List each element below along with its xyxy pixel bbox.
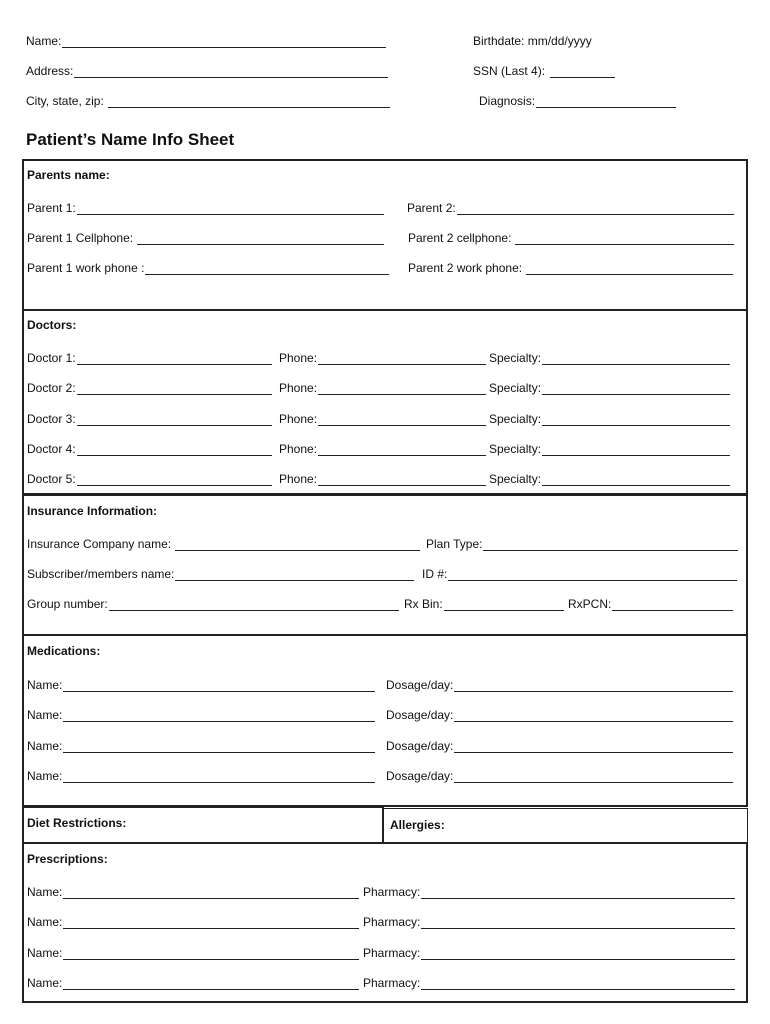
birthdate-label: Birthdate: mm/dd/yyyy (473, 34, 592, 48)
medication-2-name-line[interactable] (63, 709, 375, 722)
medication-4-name-field[interactable] (27, 767, 375, 783)
parent1-work-field[interactable] (27, 259, 389, 275)
parent2-work-field[interactable] (408, 259, 733, 275)
rx-pcn-line[interactable] (612, 598, 733, 611)
prescription-1-pharmacy-line[interactable] (421, 886, 735, 899)
doctor-2-specialty-line[interactable] (542, 382, 730, 395)
plan-type-label: Plan Type: (426, 537, 483, 551)
group-number-label: Group number: (27, 597, 108, 611)
prescription-2-pharmacy-field[interactable] (363, 913, 735, 929)
rx-bin-line[interactable] (444, 598, 564, 611)
doctor-4-phone-label: Phone: (279, 441, 318, 456)
medication-3-name-line[interactable] (63, 740, 375, 753)
prescription-1-name-line[interactable] (63, 886, 359, 899)
doctor-2-name-field[interactable] (27, 379, 272, 395)
member-id-label: ID #: (422, 567, 448, 581)
parent1-work-label: Parent 1 work phone : (27, 261, 145, 275)
parent2-work-line[interactable] (526, 262, 733, 275)
prescription-3-name-line[interactable] (63, 947, 359, 960)
medication-3-dosage-field[interactable] (386, 737, 733, 753)
medication-3-name-label: Name: (27, 738, 63, 753)
doctor-4-name-line[interactable] (77, 443, 272, 456)
group-number-line[interactable] (109, 598, 399, 611)
member-id-field[interactable] (422, 565, 737, 581)
doctor-4-phone-field[interactable] (279, 440, 486, 456)
medication-2-dosage-field[interactable] (386, 706, 733, 722)
doctor-3-specialty-field[interactable] (489, 410, 730, 426)
doctor-1-name-label: Doctor 1: (27, 351, 76, 365)
doctor-1-specialty-field[interactable] (489, 349, 730, 365)
prescription-1-name-field[interactable] (27, 883, 359, 899)
medication-3-dosage-line[interactable] (454, 740, 733, 753)
doctor-5-name-label: Doctor 5: (27, 472, 76, 487)
doctor-5-specialty-field[interactable] (489, 470, 730, 486)
prescription-2-name-field[interactable] (27, 913, 359, 929)
prescription-4-name-label: Name: (27, 975, 63, 990)
medication-3-name-field[interactable] (27, 737, 375, 753)
doctor-1-phone-line[interactable] (318, 352, 486, 365)
prescription-3-name-field[interactable] (27, 944, 359, 960)
parent2-work-label: Parent 2 work phone: (408, 261, 523, 275)
parent1-label: Parent 1: (27, 201, 76, 215)
prescription-4-name-field[interactable] (27, 974, 359, 990)
parent1-cell-line[interactable] (137, 232, 384, 245)
doctor-2-phone-field[interactable] (279, 379, 486, 395)
medication-4-dosage-line[interactable] (454, 770, 733, 783)
diagnosis-line[interactable] (536, 95, 676, 108)
prescription-1-pharmacy-label: Pharmacy: (363, 885, 421, 899)
medication-1-dosage-field[interactable] (386, 676, 733, 692)
prescription-2-name-line[interactable] (63, 916, 359, 929)
parent2-line[interactable] (457, 202, 734, 215)
diet-heading[interactable]: Diet Restrictions: (27, 816, 127, 830)
page-title: Patient’s Name Info Sheet (26, 130, 235, 149)
allergies-heading[interactable]: Allergies: (390, 818, 445, 832)
address-field[interactable] (26, 62, 388, 78)
city-line[interactable] (108, 95, 390, 108)
prescription-2-name-label: Name: (27, 915, 63, 930)
parent2-cell-line[interactable] (515, 232, 734, 245)
city-field[interactable] (26, 92, 390, 108)
doctor-5-phone-field[interactable] (279, 470, 486, 486)
doctor-3-phone-line[interactable] (318, 413, 486, 426)
prescription-4-pharmacy-field[interactable] (363, 974, 735, 990)
medication-2-name-label: Name: (27, 708, 63, 723)
doctor-3-name-field[interactable] (27, 410, 272, 426)
doctor-1-phone-label: Phone: (279, 351, 318, 365)
prescription-3-pharmacy-label: Pharmacy: (363, 945, 421, 960)
parent1-cell-field[interactable] (27, 229, 384, 245)
prescriptions-heading: Prescriptions: (27, 852, 108, 866)
medication-1-dosage-label: Dosage/day: (386, 678, 454, 692)
prescription-4-pharmacy-line[interactable] (421, 977, 735, 990)
insurance-company-line[interactable] (175, 538, 420, 551)
parent1-cell-label: Parent 1 Cellphone: (27, 231, 134, 245)
medication-4-name-label: Name: (27, 768, 63, 783)
doctor-1-specialty-label: Specialty: (489, 351, 542, 365)
medication-2-dosage-line[interactable] (454, 709, 733, 722)
prescription-1-pharmacy-field[interactable] (363, 883, 735, 899)
insurance-heading: Insurance Information: (27, 504, 158, 518)
doctor-1-name-line[interactable] (77, 352, 272, 365)
doctor-1-name-field[interactable] (27, 349, 272, 365)
address-label: Address: (26, 64, 74, 78)
doctor-3-specialty-label: Specialty: (489, 411, 542, 426)
rx-bin-field[interactable] (404, 595, 564, 611)
doctor-5-name-line[interactable] (77, 473, 272, 486)
city-label: City, state, zip: (26, 94, 104, 108)
medication-1-name-label: Name: (27, 678, 63, 692)
subscriber-line[interactable] (175, 568, 414, 581)
medication-3-dosage-label: Dosage/day: (386, 738, 454, 753)
medication-4-dosage-label: Dosage/day: (386, 768, 454, 783)
medication-2-dosage-label: Dosage/day: (386, 708, 454, 723)
rx-bin-label: Rx Bin: (404, 597, 443, 611)
subscriber-field[interactable] (27, 565, 414, 581)
prescription-3-pharmacy-line[interactable] (421, 947, 735, 960)
ssn-field[interactable] (473, 62, 615, 78)
rx-pcn-field[interactable] (568, 595, 733, 611)
prescription-4-name-line[interactable] (63, 977, 359, 990)
doctor-5-phone-label: Phone: (279, 472, 318, 487)
medication-1-dosage-line[interactable] (454, 679, 733, 692)
doctor-3-specialty-line[interactable] (542, 413, 730, 426)
doctor-3-phone-field[interactable] (279, 410, 486, 426)
insurance-company-field[interactable] (27, 535, 420, 551)
medication-1-name-line[interactable] (63, 679, 375, 692)
doctor-5-phone-line[interactable] (318, 473, 486, 486)
doctor-3-phone-label: Phone: (279, 411, 318, 426)
medication-4-dosage-field[interactable] (386, 767, 733, 783)
doctors-section (22, 309, 748, 495)
prescription-4-pharmacy-label: Pharmacy: (363, 975, 421, 990)
doctor-3-name-label: Doctor 3: (27, 411, 76, 426)
doctors-heading: Doctors: (27, 318, 77, 332)
doctor-1-specialty-line[interactable] (542, 352, 730, 365)
parent1-field[interactable] (27, 199, 384, 215)
medication-2-name-field[interactable] (27, 706, 375, 722)
insurance-company-label: Insurance Company name: (27, 537, 172, 551)
medication-1-name-field[interactable] (27, 676, 375, 692)
plan-type-field[interactable] (426, 535, 738, 551)
parent1-work-line[interactable] (145, 262, 389, 275)
doctor-4-phone-line[interactable] (318, 443, 486, 456)
plan-type-line[interactable] (483, 538, 738, 551)
doctor-2-name-label: Doctor 2: (27, 381, 76, 396)
doctor-4-name-label: Doctor 4: (27, 441, 76, 456)
doctor-5-specialty-label: Specialty: (489, 472, 542, 487)
patient-name-field[interactable] (26, 32, 386, 48)
patient-name-line[interactable] (62, 35, 386, 48)
group-number-field[interactable] (27, 595, 399, 611)
ssn-label: SSN (Last 4): (473, 64, 546, 78)
doctor-4-specialty-label: Specialty: (489, 441, 542, 456)
prescription-3-pharmacy-field[interactable] (363, 944, 735, 960)
prescription-1-name-label: Name: (27, 885, 63, 899)
parent2-cell-field[interactable] (408, 229, 734, 245)
prescription-3-name-label: Name: (27, 945, 63, 960)
parent1-line[interactable] (77, 202, 384, 215)
doctor-4-specialty-field[interactable] (489, 440, 730, 456)
doctor-4-name-field[interactable] (27, 440, 272, 456)
diagnosis-field[interactable] (479, 92, 676, 108)
prescription-2-pharmacy-label: Pharmacy: (363, 915, 421, 930)
diagnosis-label: Diagnosis: (479, 94, 536, 108)
rx-pcn-label: RxPCN: (568, 597, 612, 611)
address-line[interactable] (74, 65, 388, 78)
parent2-label: Parent 2: (407, 201, 456, 215)
parents-heading: Parents name: (27, 168, 110, 182)
doctor-4-specialty-line[interactable] (542, 443, 730, 456)
doctor-2-phone-label: Phone: (279, 381, 318, 396)
doctor-2-specialty-field[interactable] (489, 379, 730, 395)
ssn-line[interactable] (550, 65, 615, 78)
doctor-2-specialty-label: Specialty: (489, 381, 542, 396)
subscriber-label: Subscriber/members name: (27, 567, 175, 581)
medications-heading: Medications: (27, 644, 101, 658)
patient-name-label: Name: (26, 34, 62, 48)
doctor-2-name-line[interactable] (77, 382, 272, 395)
prescription-2-pharmacy-line[interactable] (421, 916, 735, 929)
parent2-cell-label: Parent 2 cellphone: (408, 231, 512, 245)
doctor-2-phone-line[interactable] (318, 382, 486, 395)
doctor-3-name-line[interactable] (77, 413, 272, 426)
doctor-1-phone-field[interactable] (279, 349, 486, 365)
doctor-5-name-field[interactable] (27, 470, 272, 486)
doctor-5-specialty-line[interactable] (542, 473, 730, 486)
birthdate-field (473, 32, 653, 48)
parent2-field[interactable] (407, 199, 734, 215)
medication-4-name-line[interactable] (63, 770, 375, 783)
member-id-line[interactable] (448, 568, 737, 581)
